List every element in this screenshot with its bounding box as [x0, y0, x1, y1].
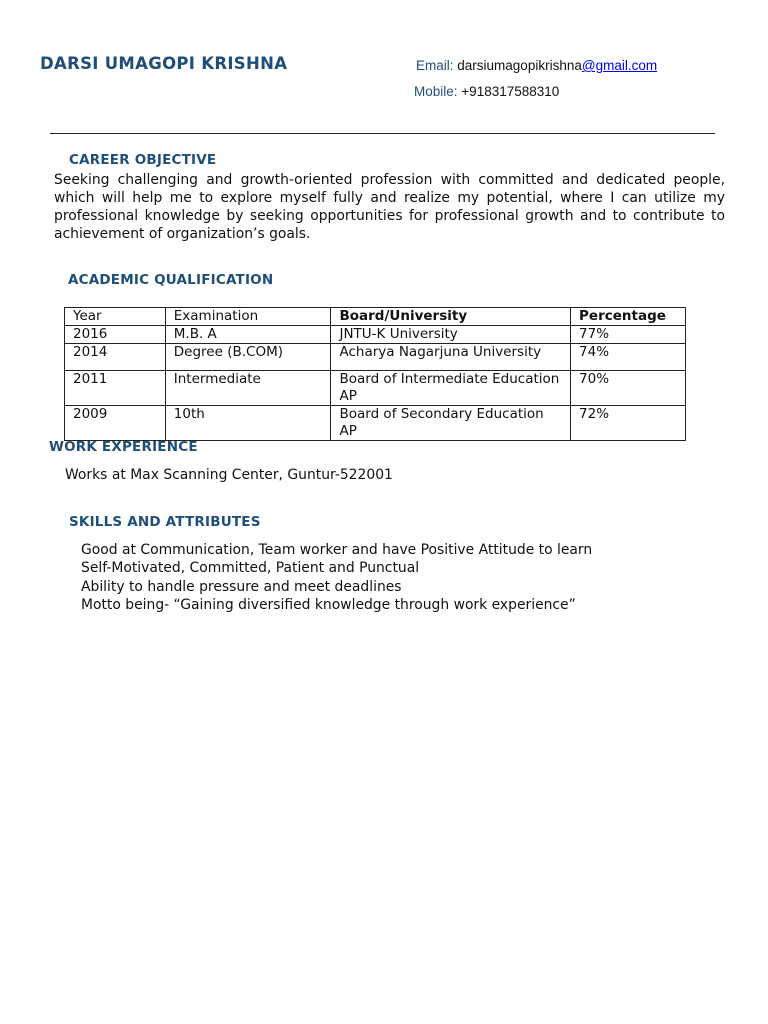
table-cell: JNTU-K University	[331, 326, 571, 344]
column-header-board: Board/University	[331, 308, 571, 326]
career-objective-heading: CAREER OBJECTIVE	[69, 152, 217, 168]
table-row	[65, 371, 686, 406]
table-cell: 10th	[165, 406, 331, 441]
table-row	[65, 406, 686, 441]
career-objective-text: Seeking challenging and growth-oriented profession with committed and dedicated people, which will help me to explore myself fully and realize my potential, where I can utilize my professional knowledge by seeking opportunities for professional growth and to contribute to achievement of organization’s goals.	[54, 172, 725, 242]
table-cell: Board of Intermediate Education AP	[331, 371, 571, 406]
header-divider	[50, 133, 715, 134]
list-item: Ability to handle pressure and meet deadlines	[81, 578, 402, 595]
table-cell: 2011	[65, 371, 166, 406]
table-cell: Intermediate	[165, 371, 331, 406]
skills-list	[81, 541, 592, 614]
list-item: Motto being- “Gaining diversified knowledge through work experience”	[81, 596, 576, 613]
table-cell: 77%	[571, 326, 686, 344]
email-label: Email:	[416, 58, 454, 73]
table-cell: 2014	[65, 344, 166, 371]
work-experience-heading: WORK EXPERIENCE	[49, 439, 198, 455]
email-line	[416, 58, 657, 73]
mobile-label: Mobile:	[414, 84, 458, 99]
table-cell: 72%	[571, 406, 686, 441]
table-cell: Degree (B.COM)	[165, 344, 331, 371]
table-row	[65, 344, 686, 371]
table-header-row	[65, 308, 686, 326]
academic-table	[64, 307, 686, 441]
list-item: Good at Communication, Team worker and have Positive Attitude to learn	[81, 542, 593, 558]
email-link[interactable]: @gmail.com	[581, 58, 658, 73]
candidate-name: DARSI UMAGOPI KRISHNA	[40, 54, 288, 73]
column-header-percentage: Percentage	[571, 308, 686, 326]
table-cell: 2016	[65, 326, 166, 344]
column-header-examination: Examination	[165, 308, 331, 326]
email-user: darsiumagopikrishna	[457, 58, 582, 73]
table-cell: 74%	[571, 344, 686, 371]
mobile-value: +918317588310	[461, 84, 560, 99]
list-item: Self-Motivated, Committed, Patient and Punctual	[81, 560, 420, 577]
skills-heading: SKILLS AND ATTRIBUTES	[69, 514, 261, 530]
table-row	[65, 326, 686, 344]
table-cell: 70%	[571, 371, 686, 406]
table-cell: Board of Secondary Education AP	[331, 406, 571, 441]
table-cell: Acharya Nagarjuna University	[331, 344, 571, 371]
table-cell: M.B. A	[165, 326, 331, 344]
academic-heading: ACADEMIC QUALIFICATION	[68, 272, 274, 288]
work-experience-text: Works at Max Scanning Center, Guntur-522001	[65, 467, 393, 483]
mobile-line	[414, 84, 559, 99]
table-cell: 2009	[65, 406, 166, 441]
column-header-year: Year	[65, 308, 166, 326]
